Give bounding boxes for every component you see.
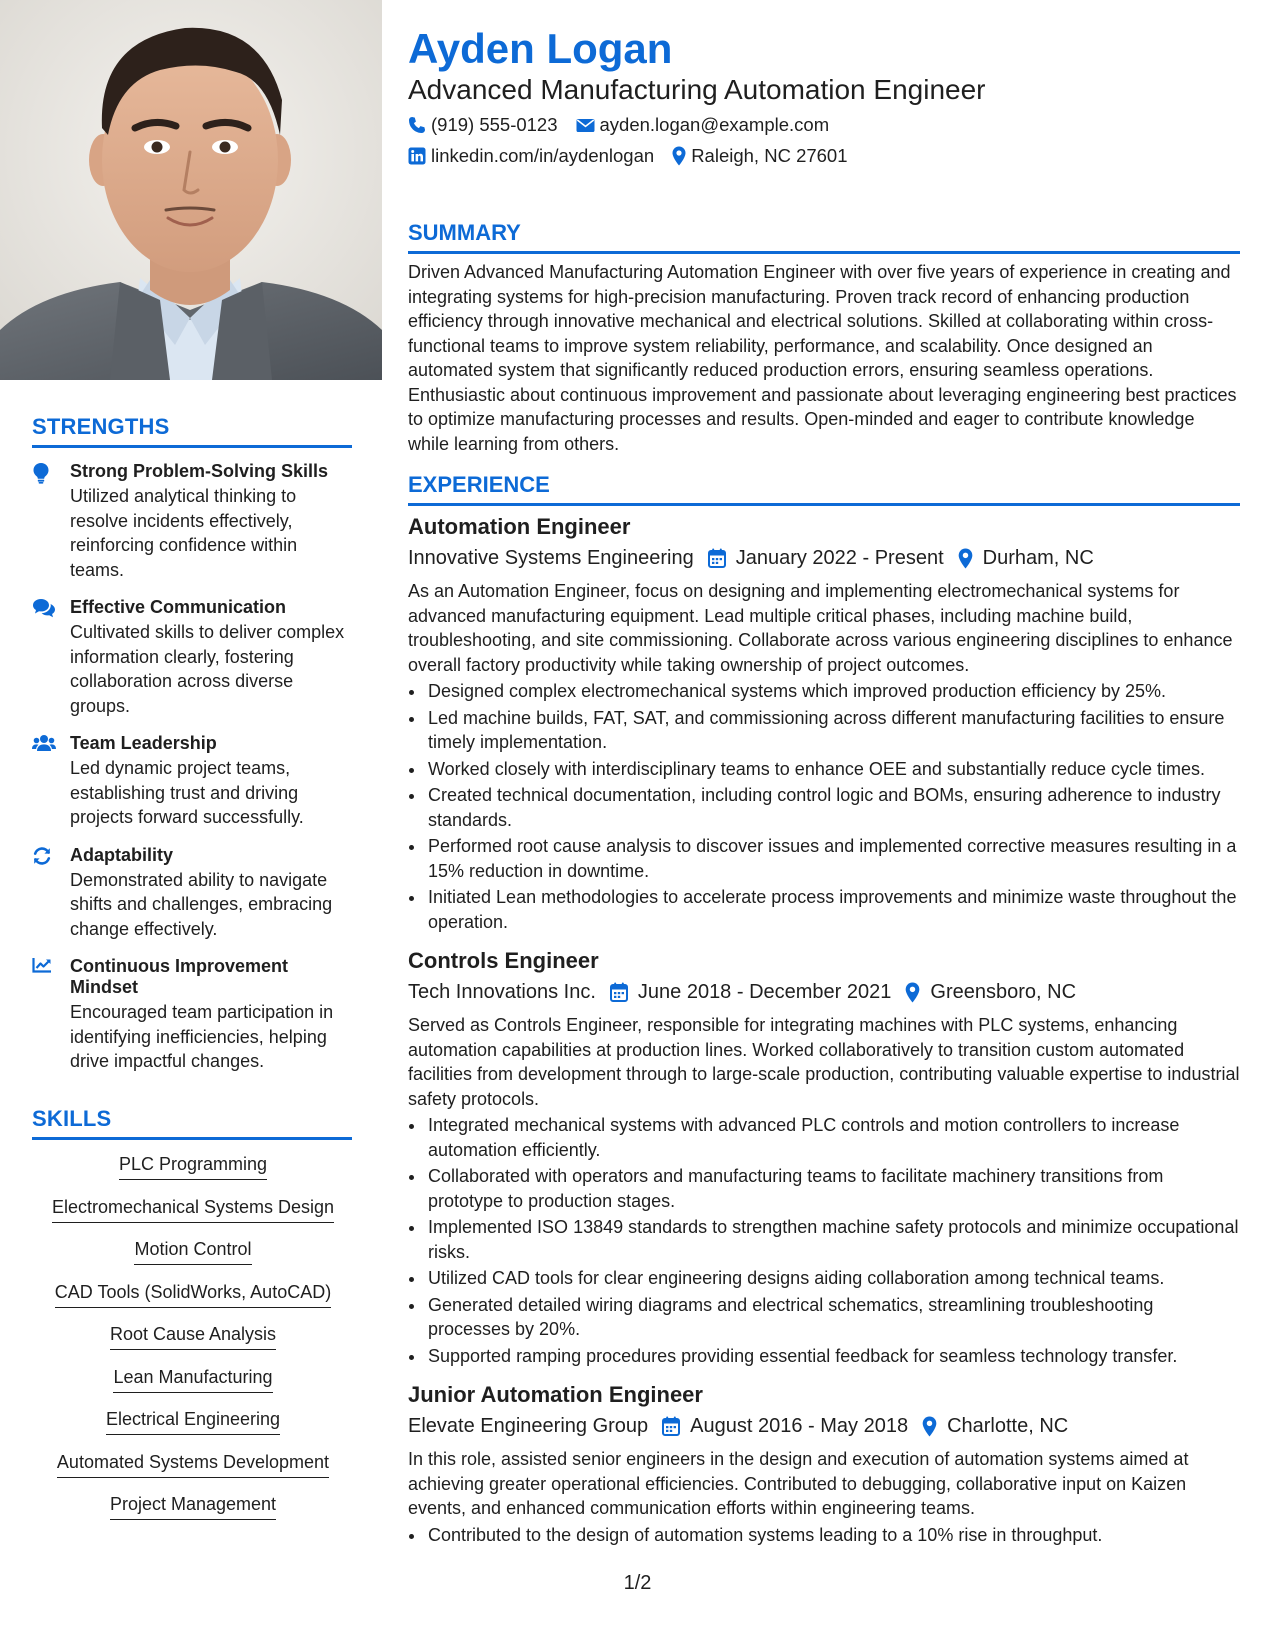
job-bullet: • Implemented ISO 13849 standards to strengthen machine safety protocols and minimize occupational risks.	[426, 1215, 1240, 1264]
job-meta	[408, 1411, 1240, 1441]
job-description: Served as Controls Engineer, responsible for integrating machines with PLC systems, enhancing automation capabilities at production lines. Worked collaboratively to transition custom automated facilities from development through to large-scale production, contributing valuable expertise to industrial safety protocols.	[408, 1015, 1240, 1109]
job-bullet: • Utilized CAD tools for clear engineering designs aiding collaboration among technical teams.	[426, 1266, 1240, 1291]
contact-row-1	[408, 113, 847, 137]
job-dates: June 2018 - December 2021	[637, 981, 892, 1003]
job-entry	[408, 946, 1240, 1368]
envelope-icon	[576, 118, 595, 133]
experience-list	[408, 512, 1240, 1559]
skill-tag: PLC Programming	[119, 1153, 267, 1180]
strength-item	[32, 461, 354, 582]
job-bullet: • Worked closely with interdisciplinary teams to enhance OEE and substantially reduce cycle times.	[426, 757, 1240, 782]
profile-photo	[0, 0, 382, 380]
map-pin-icon	[672, 146, 686, 166]
job-entry	[408, 1380, 1240, 1547]
job-bullets	[408, 1113, 1240, 1368]
job-bullet: • Collaborated with operators and manufacturing teams to facilitate machinery transitions from prototype to production stages.	[426, 1164, 1240, 1213]
skill-tag: Automated Systems Development	[57, 1451, 329, 1478]
users-icon	[32, 733, 70, 830]
job-bullet: • Integrated mechanical systems with advanced PLC controls and motion controllers to increase automation efficiently.	[426, 1113, 1240, 1162]
job-bullet: • Performed root cause analysis to discover issues and implemented corrective measures resulting in a 15% reduction in downtime.	[426, 834, 1240, 883]
phone-text: (919) 555-0123	[431, 114, 558, 135]
strength-description: Cultivated skills to deliver complex information clearly, fostering collaboration across diverse groups.	[70, 622, 345, 716]
linkedin-text: linkedin.com/in/aydenlogan	[431, 145, 655, 166]
skill-tag: CAD Tools (SolidWorks, AutoCAD)	[55, 1281, 331, 1308]
job-bullets	[408, 679, 1240, 934]
skill-tag: Electrical Engineering	[106, 1408, 280, 1435]
skill-tag: Project Management	[110, 1493, 276, 1520]
candidate-name: Ayden Logan	[408, 25, 673, 72]
job-bullet: • Contributed to the design of automation systems leading to a 10% rise in throughput.	[426, 1523, 1240, 1548]
experience-heading: EXPERIENCE	[408, 472, 1240, 506]
refresh-icon	[32, 845, 70, 942]
skill-tag: Motion Control	[134, 1238, 251, 1265]
job-bullet: • Supported ramping procedures providing essential feedback for seamless technology transfer.	[426, 1344, 1240, 1369]
phone-contact[interactable]	[408, 113, 558, 137]
skill-tag: Lean Manufacturing	[113, 1366, 272, 1393]
chat-bubbles-icon	[32, 597, 70, 718]
job-dates: January 2022 - Present	[735, 547, 944, 569]
job-role: Automation Engineer	[408, 514, 631, 539]
strength-item	[32, 733, 354, 830]
strength-description: Led dynamic project teams, establishing trust and driving projects forward successfully.	[70, 758, 304, 827]
calendar-icon	[610, 982, 628, 1002]
strength-description: Encouraged team participation in identifying inefficiencies, helping drive impactful changes.	[70, 1002, 334, 1071]
map-pin-icon	[922, 1416, 937, 1437]
skill-tag: Electromechanical Systems Design	[52, 1196, 334, 1223]
job-location: Durham, NC	[982, 547, 1094, 569]
job-bullet: • Initiated Lean methodologies to accelerate process improvements and minimize waste throughout the operation.	[426, 885, 1240, 934]
job-bullet: • Created technical documentation, including control logic and BOMs, ensuring adherence to industry standards.	[426, 783, 1240, 832]
job-description: As an Automation Engineer, focus on designing and implementing electromechanical systems for advanced manufacturing equipment. Lead multiple critical phases, including machine build, troubleshooting, and site commissioning. Collaborate across various engineering disciplines to enhance overall factory productivity while taking ownership of project outcomes.	[408, 581, 1233, 675]
job-location: Greensboro, NC	[930, 981, 1077, 1003]
candidate-title: Advanced Manufacturing Automation Engineer	[408, 74, 986, 105]
contact-row-2	[408, 144, 866, 168]
map-pin-icon	[958, 548, 973, 569]
strength-title: Continuous Improvement Mindset	[70, 956, 289, 997]
lightbulb-icon	[32, 461, 70, 582]
job-bullet: • Generated detailed wiring diagrams and electrical schematics, streamlining troubleshooting processes by 20%.	[426, 1293, 1240, 1342]
job-role: Junior Automation Engineer	[408, 1382, 703, 1407]
sidebar	[0, 0, 382, 1650]
strength-item	[32, 845, 354, 942]
calendar-icon	[662, 1416, 680, 1436]
location-text: Raleigh, NC 27601	[691, 145, 848, 166]
summary-text: Driven Advanced Manufacturing Automation Engineer with over five years of experience in creating and integrating systems for high-precision manufacturing. Proven track record of enhancing production efficiency through innovative mechanical and electrical solutions. Skilled at collaborating within cross-functional teams to improve system reliability, performance, and scalability. Once designed an automated system that significantly reduced production errors, ensuring seamless operations. Enthusiastic about continuous improvement and passionate about leveraging engineering best practices to optimize manufacturing processes and results. Open-minded and eager to contribute knowledge while learning from others.	[408, 262, 1237, 454]
linkedin-icon	[408, 147, 426, 165]
job-meta	[408, 543, 1240, 573]
job-description: In this role, assisted senior engineers in the design and execution of automation systems aimed at achieving greater operational efficiencies. Contributed to debugging, collaborative input on Kaizen events, and enhanced communication efforts within engineering teams.	[408, 1449, 1189, 1518]
skill-tag: Root Cause Analysis	[110, 1323, 276, 1350]
job-role: Controls Engineer	[408, 948, 599, 973]
job-bullets	[408, 1523, 1240, 1548]
skills-list	[32, 1153, 354, 1536]
calendar-icon	[708, 548, 726, 568]
job-entry	[408, 512, 1240, 934]
strength-description: Demonstrated ability to navigate shifts and challenges, embracing change effectively.	[70, 869, 333, 939]
strengths-heading: STRENGTHS	[32, 414, 352, 448]
job-company: Tech Innovations Inc.	[408, 981, 596, 1003]
job-bullet: • Designed complex electromechanical systems which improved production efficiency by 25%.	[426, 679, 1240, 704]
job-location: Charlotte, NC	[947, 1415, 1069, 1437]
page-number: 1/2	[623, 1572, 652, 1594]
email-text: ayden.logan@example.com	[599, 114, 830, 135]
email-contact[interactable]	[576, 113, 830, 137]
location-contact	[672, 144, 847, 168]
strength-item	[32, 956, 354, 1074]
job-company: Elevate Engineering Group	[408, 1415, 649, 1437]
strength-title: Team Leadership	[70, 733, 217, 753]
strength-title: Adaptability	[70, 844, 174, 865]
summary-heading: SUMMARY	[408, 220, 1240, 254]
strength-title: Strong Problem-Solving Skills	[70, 461, 329, 481]
phone-icon	[408, 116, 426, 134]
job-bullet: • Led machine builds, FAT, SAT, and commissioning across different manufacturing facilities to ensure timely implementation.	[426, 706, 1240, 755]
job-company: Innovative Systems Engineering	[408, 547, 694, 569]
strength-title: Effective Communication	[70, 597, 287, 617]
strength-item	[32, 597, 354, 718]
strength-description: Utilized analytical thinking to resolve incidents effectively, reinforcing confidence within teams.	[70, 486, 298, 580]
linkedin-contact[interactable]	[408, 144, 654, 168]
skills-heading: SKILLS	[32, 1106, 352, 1140]
job-dates: August 2016 - May 2018	[690, 1415, 909, 1437]
job-meta	[408, 977, 1240, 1007]
map-pin-icon	[905, 982, 920, 1003]
strengths-list	[32, 461, 354, 1089]
chart-line-icon	[32, 956, 70, 1074]
